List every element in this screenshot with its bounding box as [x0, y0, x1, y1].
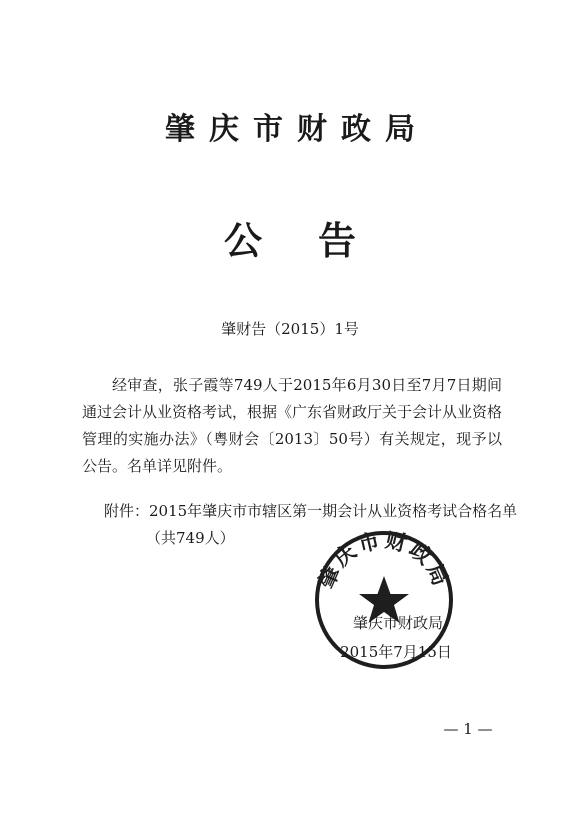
document-number: 肇财告（2015）1号: [221, 320, 359, 338]
page-number: — 1 —: [443, 720, 493, 738]
signing-authority: 肇庆市财政局: [352, 614, 443, 632]
document-type-title: 公告: [223, 219, 412, 263]
attachment-note: 附件：2015年肇庆市市辖区第一期会计从业资格考试合格名单（共749人）: [104, 502, 518, 547]
seal-arc-textpath: 肇庆市财政局: [314, 528, 454, 592]
issuing-organization-title: 肇庆市财政局: [165, 112, 429, 147]
signing-date: 2015年7月15日: [340, 643, 452, 661]
body-paragraph: 经审查，张子霞等749人于2015年6月30日至7月7日期间通过会计从业资格考试，根据《广东省财政厅关于会计从业资格管理的实施办法》（粤财会〔2013〕50号）有关规定，现予以公告。名单详见附件。: [82, 376, 503, 475]
